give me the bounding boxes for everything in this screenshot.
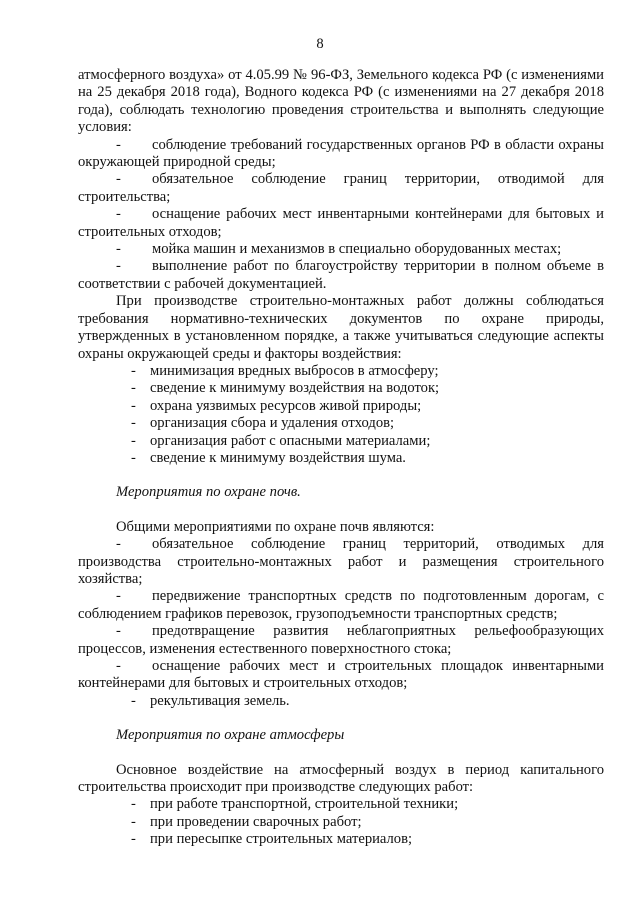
- list-item-text: при пересыпке строительных материалов;: [150, 831, 413, 848]
- list-item-text: обязательное соблюдение границ территории, отводимой для строительства;: [78, 171, 604, 205]
- dash-bullet: -: [131, 432, 136, 449]
- list-item: [78, 623, 604, 658]
- soil-measures-list: [78, 536, 604, 693]
- list-item: [78, 380, 604, 397]
- dash-bullet: -: [116, 588, 121, 605]
- list-item-text: организация работ с опасными материалами;: [150, 432, 431, 449]
- list-item-text: сведение к минимуму воздействия шума.: [150, 449, 406, 466]
- dash-bullet: -: [116, 536, 121, 553]
- soil-intro: Общими мероприятиями по охране почв являются:: [116, 518, 435, 535]
- list-item-text: рекультивация земель.: [150, 692, 290, 709]
- intro-paragraph: атмосферного воздуха» от 4.05.99 № 96-ФЗ, Земельного кодекса РФ (с изменениями на 25 декабря 2018 года), Водного кодекса РФ (с изменениями на 27 декабря 2018 года), соблюдать технологию проведения строительства и выполнять следующие условия:: [78, 67, 604, 136]
- list-item-text: при работе транспортной, строительной техники;: [150, 796, 459, 813]
- list-item: [78, 588, 604, 623]
- list-item-text: соблюдение требований государственных органов РФ в области охраны окружающей природной среды;: [78, 136, 604, 171]
- air-heading: Мероприятия по охране атмосферы: [116, 727, 345, 744]
- list-item: [78, 814, 604, 831]
- aspects-paragraph: При производстве строительно-монтажных работ должны соблюдаться требования нормативно-технических документов по охране природы, утвержденных в установленном порядке, а также учитываться следующие аспекты охраны окружающей среды и факторы воздействия:: [78, 293, 604, 362]
- list-item: [78, 398, 604, 415]
- document-body: [78, 67, 604, 849]
- list-item: [78, 241, 604, 258]
- dash-bullet: -: [131, 362, 136, 379]
- list-item: [78, 171, 604, 206]
- page-number: 8: [316, 36, 324, 52]
- dash-bullet: -: [116, 658, 121, 674]
- list-item-text: организация сбора и удаления отходов;: [150, 415, 395, 432]
- list-item: [78, 450, 604, 467]
- list-item: [78, 693, 604, 710]
- dash-bullet: -: [131, 813, 136, 830]
- dash-bullet: -: [131, 415, 136, 432]
- dash-bullet: -: [116, 623, 121, 640]
- aspects-list: [78, 363, 604, 467]
- list-item: [78, 137, 604, 172]
- list-item: [78, 536, 604, 588]
- list-item-text: оснащение рабочих мест и строительных площадок инвентарными контейнерами для бытовых и строительных отходов;: [78, 658, 604, 692]
- list-item-text: обязательное соблюдение границ территорий, отводимых для производства строительно-монтажных работ и размещения строительного хозяйства;: [78, 536, 604, 587]
- dash-bullet: -: [131, 397, 136, 414]
- list-item: [78, 363, 604, 380]
- list-item: [78, 831, 604, 848]
- soil-last-list: [78, 693, 604, 710]
- soil-heading: Мероприятия по охране почв.: [116, 484, 301, 501]
- dash-bullet: -: [131, 831, 136, 848]
- list-item: [78, 206, 604, 241]
- dash-bullet: -: [131, 380, 136, 397]
- list-item-text: выполнение работ по благоустройству территории в полном объеме в соответствии с рабочей документацией.: [78, 258, 604, 292]
- list-item: [78, 433, 604, 450]
- air-intro: Основное воздействие на атмосферный воздух в период капитального строительства происходит при производстве следующих работ:: [78, 761, 604, 796]
- list-item-text: при проведении сварочных работ;: [150, 813, 362, 830]
- list-item-text: охрана уязвимых ресурсов живой природы;: [150, 397, 422, 414]
- dash-bullet: -: [116, 136, 121, 153]
- dash-bullet: -: [116, 206, 121, 223]
- list-item-text: минимизация вредных выбросов в атмосферу;: [150, 362, 439, 379]
- dash-bullet: -: [116, 171, 121, 188]
- list-item-text: мойка машин и механизмов в специально оборудованных местах;: [152, 241, 562, 258]
- list-item-text: оснащение рабочих мест инвентарными контейнерами для бытовых и строительных отходов;: [78, 206, 604, 240]
- list-item: [78, 796, 604, 813]
- list-item-text: предотвращение развития неблагоприятных рельефообразующих процессов, изменения естественного поверхностного стока;: [78, 623, 604, 657]
- dash-bullet: -: [131, 449, 136, 466]
- list-item: [78, 415, 604, 432]
- dash-bullet: -: [116, 241, 121, 258]
- dash-bullet: -: [131, 796, 136, 813]
- dash-bullet: -: [116, 258, 121, 275]
- dash-bullet: -: [131, 692, 136, 709]
- list-item: [78, 658, 604, 693]
- list-item-text: передвижение транспортных средств по подготовленным дорогам, с соблюдением графиков перевозок, грузоподъемности транспортных средств;: [78, 588, 604, 622]
- conditions-list: [78, 137, 604, 294]
- air-works-list: [78, 796, 604, 848]
- list-item-text: сведение к минимуму воздействия на водоток;: [150, 380, 440, 397]
- list-item: [78, 258, 604, 293]
